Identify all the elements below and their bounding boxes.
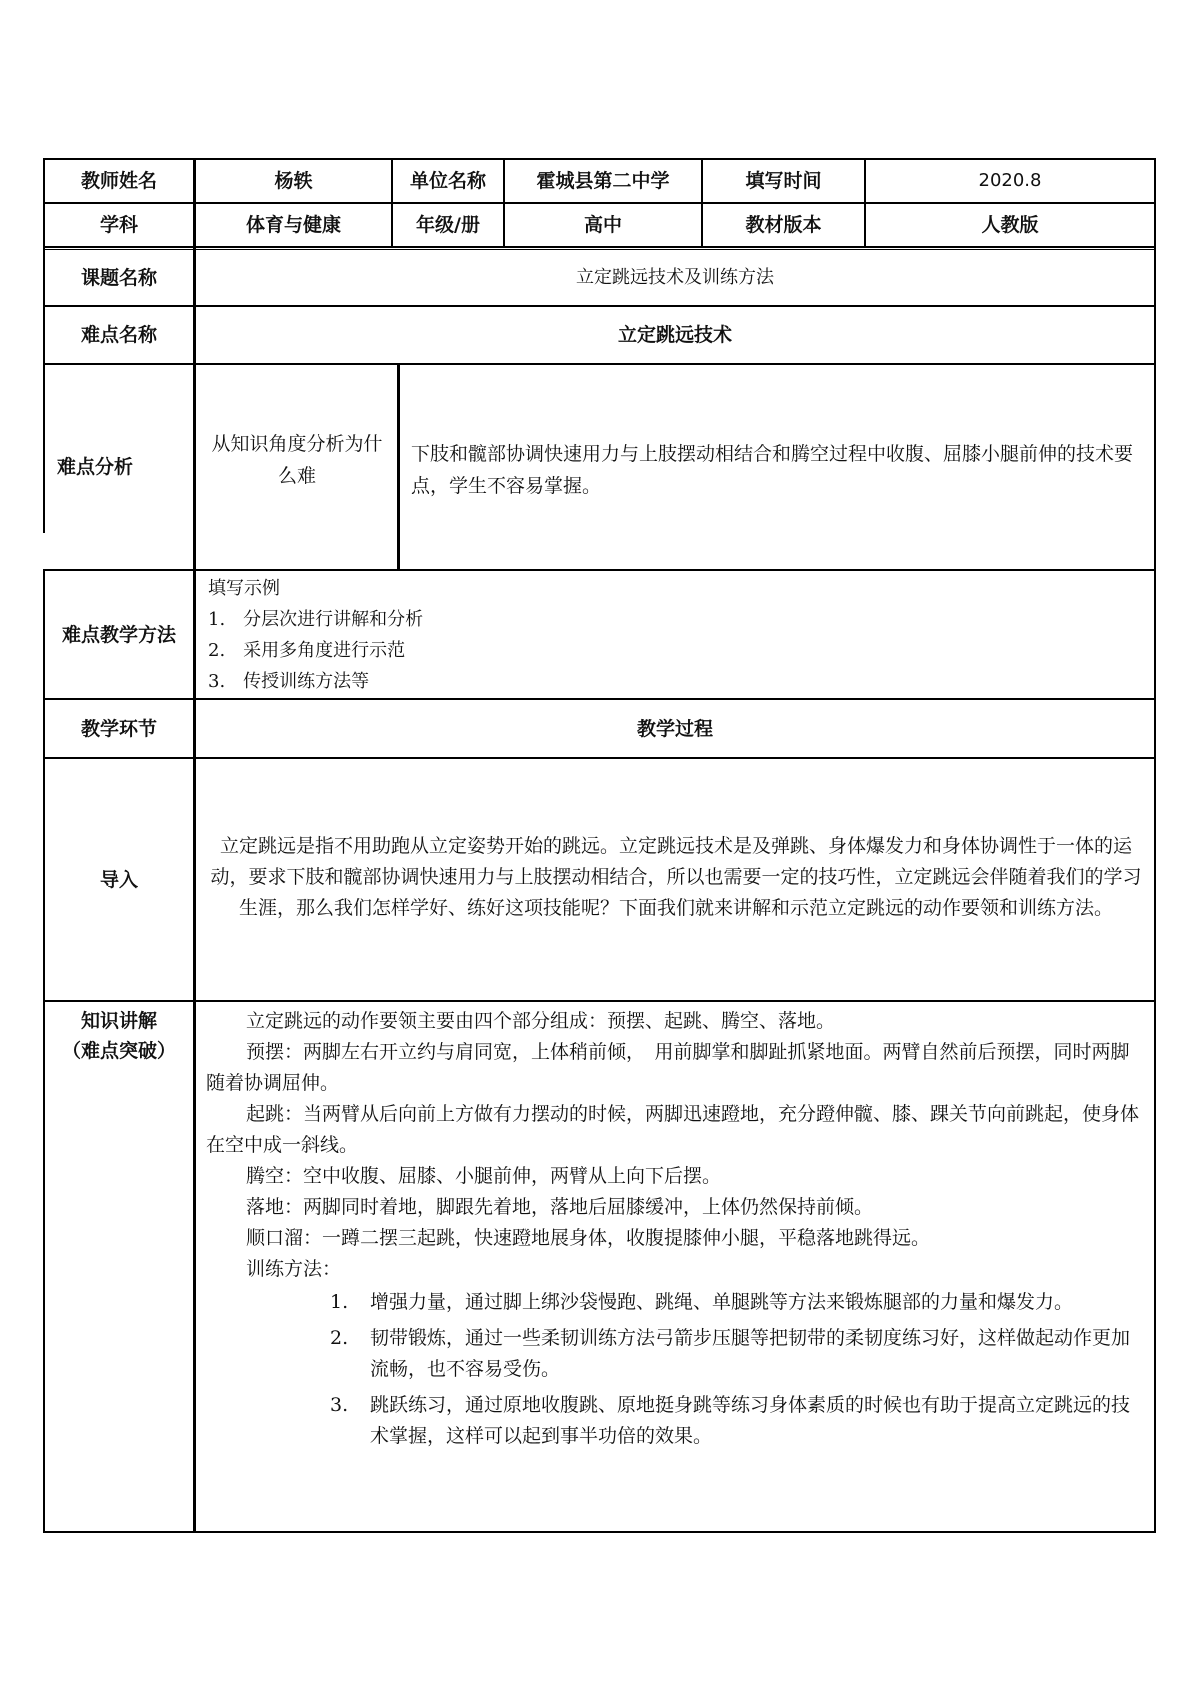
difficulty-value: 立定跳远技术 xyxy=(617,324,732,346)
list-item-number: 3. xyxy=(330,1394,349,1416)
knowledge-label xyxy=(45,1004,193,1068)
teaching-methods-label: 难点教学方法 xyxy=(61,623,176,646)
knowledge-paragraph: 预摆：两脚左右开立约与肩同宽，上体稍前倾， 用前脚掌和脚趾抓紧地面。两臂自然前后预摆，同时两脚随着协调屈伸。 xyxy=(206,1041,1130,1094)
knowledge-paragraph: 训练方法： xyxy=(246,1258,342,1280)
fill-date-value: 2020.8 xyxy=(978,170,1042,191)
unit-name-value: 霍城县第二中学 xyxy=(536,170,670,192)
list-item: 1. 分层次进行讲解和分析 xyxy=(208,609,424,630)
column-divider xyxy=(397,363,400,571)
row-divider xyxy=(43,1000,1156,1002)
textbook-edition-label: 教材版本 xyxy=(745,214,822,236)
difficulty-label: 难点名称 xyxy=(80,324,157,346)
list-item xyxy=(206,1323,1146,1385)
table-border-bottom xyxy=(43,1531,1156,1533)
subject-label: 学科 xyxy=(99,214,138,236)
intro-text: 立定跳远是指不用助跑从立定姿势开始的跳远。立定跳远技术是及弹跳、身体爆发力和身体协调性于一体的运动，要求下肢和髋部协调快速用力与上肢摆动相结合，所以也需要一定的技巧性，立定跳远会伴随着我们的学习生涯，那么我们怎样学好、练好这项技能呢？下面我们就来讲解和示范立定跳远的动作要领和训练方法。 xyxy=(210,834,1142,919)
textbook-edition-value: 人教版 xyxy=(981,214,1039,236)
topic-value: 立定跳远技术及训练方法 xyxy=(576,266,774,288)
knowledge-paragraph: 起跳：当两臂从后向前上方做有力摆动的时候，两脚迅速蹬地，充分蹬伸髋、膝、踝关节向前跳起，使身体在空中成一斜线。 xyxy=(206,1103,1140,1156)
teacher-name-value: 杨轶 xyxy=(274,170,313,192)
list-item: 3. 传授训练方法等 xyxy=(208,671,370,692)
analysis-label: 难点分析 xyxy=(57,456,134,478)
subject-value: 体育与健康 xyxy=(245,214,341,236)
intro-label: 导入 xyxy=(99,868,138,891)
analysis-text: 下肢和髋部协调快速用力与上肢摆动相结合和腾空过程中收腹、屈膝小腿前伸的技术要点，学生不容易掌握。 xyxy=(411,443,1134,497)
unit-name-label: 单位名称 xyxy=(409,170,486,192)
list-item-text: 跳跃练习，通过原地收腹跳、原地挺身跳等练习身体素质的时候也有助于提高立定跳远的技术掌握，这样可以起到事半功倍的效果。 xyxy=(370,1394,1131,1447)
column-divider xyxy=(193,158,196,1533)
knowledge-label-line2: （难点突破） xyxy=(61,1040,176,1062)
list-item xyxy=(206,1390,1146,1452)
knowledge-paragraph: 立定跳远的动作要领主要由四个部分组成：预摆、起跳、腾空、落地。 xyxy=(246,1010,836,1032)
list-item-text: 韧带锻炼，通过一些柔韧训练方法弓箭步压腿等把韧带的柔韧度练习好，这样做起动作更加流畅，也不容易受伤。 xyxy=(370,1327,1131,1380)
list-item-number: 1. xyxy=(330,1291,349,1313)
fill-date-label: 填写时间 xyxy=(745,170,822,192)
row-divider xyxy=(43,246,1156,248)
teacher-name-label: 教师姓名 xyxy=(80,170,157,192)
list-item-text: 增强力量，通过脚上绑沙袋慢跑、跳绳、单腿跳等方法来锻炼腿部的力量和爆发力。 xyxy=(370,1291,1074,1313)
knowledge-paragraph: 顺口溜：一蹲二摆三起跳，快速蹬地展身体，收腹提膝伸小腿，平稳落地跳得远。 xyxy=(246,1227,931,1249)
knowledge-content xyxy=(206,1006,1146,1526)
grade-label: 年级/册 xyxy=(416,214,480,236)
table-border-right xyxy=(1154,158,1156,1533)
grade-value: 高中 xyxy=(583,214,622,236)
knowledge-paragraph: 腾空：空中收腹、屈膝、小腿前伸，两臂从上向下后摆。 xyxy=(246,1165,722,1187)
teaching-stage-label: 教学环节 xyxy=(80,717,157,740)
teaching-methods-list xyxy=(208,571,1108,698)
teaching-process-label: 教学过程 xyxy=(636,717,713,740)
topic-label: 课题名称 xyxy=(80,266,157,289)
list-item xyxy=(206,1287,1146,1318)
list-item-number: 2. xyxy=(330,1327,349,1349)
row-divider xyxy=(43,363,1156,365)
knowledge-label-line1: 知识讲解 xyxy=(80,1010,157,1032)
knowledge-paragraph: 落地：两脚同时着地，脚跟先着地，落地后屈膝缓冲，上体仍然保持前倾。 xyxy=(246,1196,874,1218)
row-divider xyxy=(43,757,1156,759)
training-methods-list xyxy=(206,1287,1146,1452)
list-item: 2. 采用多角度进行示范 xyxy=(208,640,406,661)
analysis-sub-label: 从知识角度分析为什么难 xyxy=(211,433,383,487)
methods-intro: 填写示例 xyxy=(208,578,280,599)
